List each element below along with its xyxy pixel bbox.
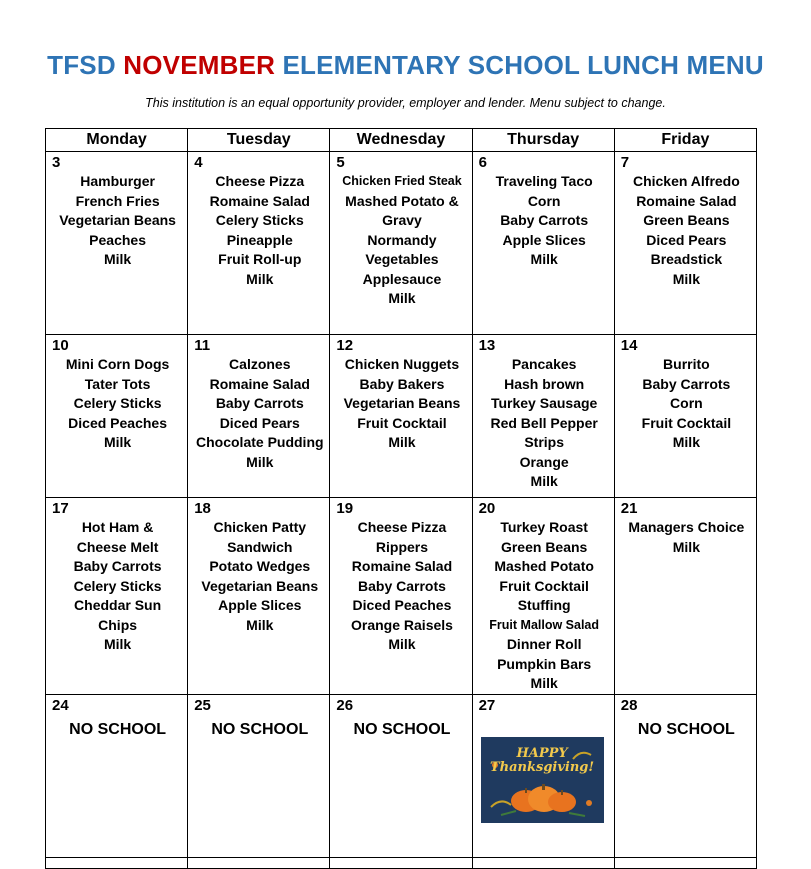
menu-item: Sandwich: [227, 538, 293, 555]
weekday-header: Tuesday: [188, 129, 330, 152]
day-cell: [472, 498, 614, 695]
menu-item: Romaine Salad: [351, 558, 453, 574]
menu-item: Corn: [670, 395, 703, 411]
disclaimer: This institution is an equal opportunity provider, employer and lender. Menu subject to change.: [145, 96, 666, 110]
menu-item: Apple Slices: [218, 597, 302, 613]
day-cell: [472, 335, 614, 498]
day-cell: [614, 498, 756, 695]
day-cell: [330, 152, 472, 335]
menu-item: Romaine Salad: [636, 192, 737, 209]
menu-items: [621, 518, 752, 557]
menu-item: Milk: [388, 434, 416, 450]
menu-items: [336, 172, 467, 309]
day-cell-content: [46, 498, 187, 694]
thanksgiving-image: [481, 737, 604, 823]
day-cell: [330, 498, 472, 695]
menu-item: Fruit Cocktail: [357, 414, 447, 431]
menu-items: [52, 518, 183, 655]
day-cell-content: [615, 335, 756, 497]
weekday-header: Wednesday: [330, 129, 472, 152]
menu-item: Chicken Alfredo: [632, 173, 740, 189]
day-cell-content: [615, 498, 756, 694]
day-number: 11: [194, 337, 211, 354]
day-cell: [614, 335, 756, 498]
day-cell: [472, 152, 614, 335]
day-number: 10: [52, 337, 69, 354]
day-cell-content: [330, 152, 471, 334]
day-number: 19: [336, 500, 354, 517]
menu-item: Pancakes: [511, 356, 577, 372]
menu-item: Diced Pears: [646, 231, 727, 248]
menu-item: Potato Wedges: [209, 558, 311, 574]
menu-item: Milk: [103, 434, 132, 450]
menu-items: [621, 172, 752, 289]
day-number: 6: [478, 154, 487, 171]
menu-item: Chocolate Pudding: [196, 434, 324, 450]
menu-item: Baby Carrots: [73, 558, 162, 574]
menu-item: Cheese Melt: [76, 538, 159, 555]
menu-item: Milk: [103, 251, 132, 267]
menu-item: Milk: [530, 675, 558, 691]
menu-items: [194, 172, 325, 289]
day-number: 21: [620, 500, 638, 517]
title-suffix: ELEMENTARY SCHOOL LUNCH MENU: [275, 50, 764, 80]
day-cell-content: [473, 335, 614, 497]
menu-items: [336, 355, 467, 453]
menu-item: Fruit Roll-up: [218, 251, 302, 267]
menu-item: Romaine Salad: [209, 192, 310, 209]
menu-item: Mashed Potato: [494, 558, 594, 574]
no-school-note: NO SCHOOL: [637, 720, 735, 738]
day-cell: [46, 152, 188, 335]
weekday-header: Friday: [614, 129, 756, 152]
menu-item: Orange Raisels: [351, 616, 453, 633]
menu-item: Gravy: [382, 212, 422, 228]
menu-item: Pumpkin Bars: [497, 655, 592, 672]
day-cell-content: [473, 152, 614, 334]
day-number: 18: [194, 500, 211, 517]
thanksgiving-greeting: [481, 747, 604, 775]
day-number: 17: [52, 500, 69, 517]
menu-item: Strips: [524, 434, 564, 450]
empty-day-cell: [188, 857, 330, 868]
menu-item: Diced Peaches: [352, 597, 452, 613]
menu-item: Chicken Patty: [213, 519, 307, 535]
day-cell: [188, 335, 330, 498]
day-number: 13: [478, 337, 496, 354]
menu-item: Celery Sticks: [73, 577, 162, 594]
menu-item: Turkey Roast: [500, 519, 588, 535]
menu-item: Cheese Pizza: [215, 173, 305, 189]
menu-item: Celery Sticks: [73, 395, 162, 411]
menu-item: Rippers: [375, 538, 429, 555]
day-number: 14: [620, 337, 638, 354]
week-row: [46, 152, 757, 335]
menu-items: [479, 172, 610, 270]
day-number: 20: [478, 500, 496, 517]
menu-item: Calzones: [229, 356, 291, 372]
menu-item: Burrito: [663, 356, 710, 372]
week-row: [46, 694, 757, 857]
day-cell-content: [330, 695, 471, 857]
menu-item: Tater Tots: [84, 375, 151, 392]
day-number: 26: [336, 696, 354, 714]
day-cell: [188, 152, 330, 335]
menu-items: [479, 355, 610, 492]
menu-item: Milk: [672, 270, 700, 287]
day-cell-content: [330, 498, 471, 694]
menu-item: Chicken Nuggets: [344, 356, 460, 372]
no-school-note: NO SCHOOL: [353, 720, 451, 738]
day-cell-content: [473, 498, 614, 694]
menu-item: Traveling Taco: [495, 173, 593, 189]
week-row: [46, 335, 757, 498]
empty-day-cell: [614, 857, 756, 868]
day-cell: [330, 335, 472, 498]
menu-item: Diced Pears: [219, 414, 300, 431]
weekday-header: Thursday: [472, 129, 614, 152]
menu-item: Milk: [388, 636, 416, 652]
menu-item: Celery Sticks: [215, 212, 304, 228]
menu-items: [194, 355, 325, 472]
menu-item: Baby Carrots: [358, 577, 446, 594]
day-cell-content: [46, 335, 187, 497]
menu-item: Fruit Mallow Salad: [489, 617, 600, 632]
menu-item: Normandy: [367, 231, 437, 248]
day-number: 27: [478, 696, 496, 714]
menu-items: [621, 355, 752, 453]
no-school-note: NO SCHOOL: [69, 720, 167, 738]
day-cell-content: [615, 695, 756, 857]
menu-item: Pineapple: [226, 231, 293, 248]
menu-item: Applesauce: [362, 270, 442, 287]
day-cell: [472, 694, 614, 857]
empty-day-cell: [472, 857, 614, 868]
day-cell: [188, 498, 330, 695]
menu-item: Turkey Sausage: [490, 395, 598, 411]
menu-item: Apple Slices: [502, 231, 586, 248]
day-cell-content: [615, 152, 756, 334]
menu-item: Vegetarian Beans: [343, 395, 461, 411]
menu-item: Chips: [98, 616, 138, 633]
day-cell: [614, 694, 756, 857]
menu-item: Milk: [246, 616, 274, 633]
menu-item: Corn: [527, 192, 561, 209]
day-cell: [46, 335, 188, 498]
menu-item: Milk: [388, 290, 416, 306]
menu-item: Milk: [103, 636, 132, 652]
day-cell-content: [188, 498, 329, 694]
day-number: 28: [620, 696, 638, 714]
menu-item: Baby Carrots: [500, 212, 589, 228]
day-cell-content: [188, 695, 329, 857]
menu-item: Dinner Roll: [506, 636, 582, 652]
day-number: 4: [194, 154, 203, 171]
lunch-menu-calendar: [45, 128, 757, 869]
day-cell: [614, 152, 756, 335]
day-cell: [188, 694, 330, 857]
greeting-text: HAPPY Thanksgiving!: [490, 745, 595, 775]
menu-item: Baby Carrots: [215, 395, 304, 411]
day-number: 7: [620, 154, 630, 171]
day-cell-content: [188, 335, 329, 497]
empty-week-row: [46, 857, 757, 868]
menu-item: Fruit Cocktail: [641, 414, 732, 431]
menu-item: Breadstick: [650, 251, 723, 267]
menu-item: Diced Peaches: [68, 414, 168, 431]
menu-items: [194, 518, 325, 635]
menu-items: [479, 518, 610, 694]
menu-item: Hash brown: [504, 375, 585, 392]
menu-item: Orange: [519, 453, 569, 470]
day-cell: [330, 694, 472, 857]
menu-item: Milk: [672, 434, 700, 450]
menu-item: Mini Corn Dogs: [65, 356, 170, 372]
menu-item: Vegetables: [365, 251, 439, 267]
menu-item: Romaine Salad: [209, 375, 310, 392]
no-school-note: NO SCHOOL: [211, 720, 309, 738]
menu-item: Managers Choice: [628, 519, 745, 535]
menu-item: Milk: [530, 473, 558, 489]
menu-item: Milk: [246, 453, 274, 470]
menu-items: [336, 518, 467, 655]
day-cell: [46, 694, 188, 857]
day-cell-content: [188, 152, 329, 334]
day-cell-content: [46, 695, 187, 857]
menu-item: Fruit Cocktail: [499, 577, 589, 594]
page-title: [0, 50, 811, 81]
menu-items: [52, 172, 183, 270]
empty-day-cell: [330, 857, 472, 868]
title-month: NOVEMBER: [123, 50, 276, 80]
day-number: 12: [336, 337, 354, 354]
weekday-header: Monday: [46, 129, 188, 152]
menu-item: Green Beans: [500, 538, 588, 555]
menu-item: Hot Ham &: [81, 519, 154, 535]
week-row: [46, 498, 757, 695]
menu-item: Chicken Fried Steak: [342, 174, 462, 188]
menu-item: French Fries: [75, 192, 160, 209]
menu-item: Peaches: [89, 231, 146, 248]
day-number: 5: [336, 154, 345, 171]
menu-item: Cheddar Sun: [74, 597, 162, 613]
weekday-header-row: [46, 129, 757, 152]
menu-item: Vegetarian Beans: [201, 577, 319, 594]
day-number: 3: [52, 154, 61, 171]
day-cell-content: [473, 695, 614, 857]
title-prefix: TFSD: [47, 50, 124, 80]
menu-item: Milk: [246, 270, 274, 287]
menu-item: Stuffing: [517, 597, 571, 613]
menu-item: Green Beans: [643, 212, 730, 228]
menu-item: Red Bell Pepper: [490, 414, 598, 431]
day-cell: [46, 498, 188, 695]
day-number: 25: [194, 696, 211, 714]
day-cell-content: [330, 335, 471, 497]
menu-item: Milk: [672, 538, 700, 555]
menu-item: Milk: [530, 251, 558, 267]
menu-item: Baby Carrots: [642, 375, 731, 392]
menu-item: Hamburger: [80, 173, 155, 189]
day-cell-content: [46, 152, 187, 334]
menu-items: [52, 355, 183, 453]
menu-item: Baby Bakers: [359, 375, 445, 392]
day-number: 24: [52, 696, 69, 714]
menu-item: Cheese Pizza: [357, 519, 447, 535]
empty-day-cell: [46, 857, 188, 868]
menu-item: Vegetarian Beans: [59, 212, 176, 228]
menu-item: Mashed Potato &: [345, 192, 459, 209]
